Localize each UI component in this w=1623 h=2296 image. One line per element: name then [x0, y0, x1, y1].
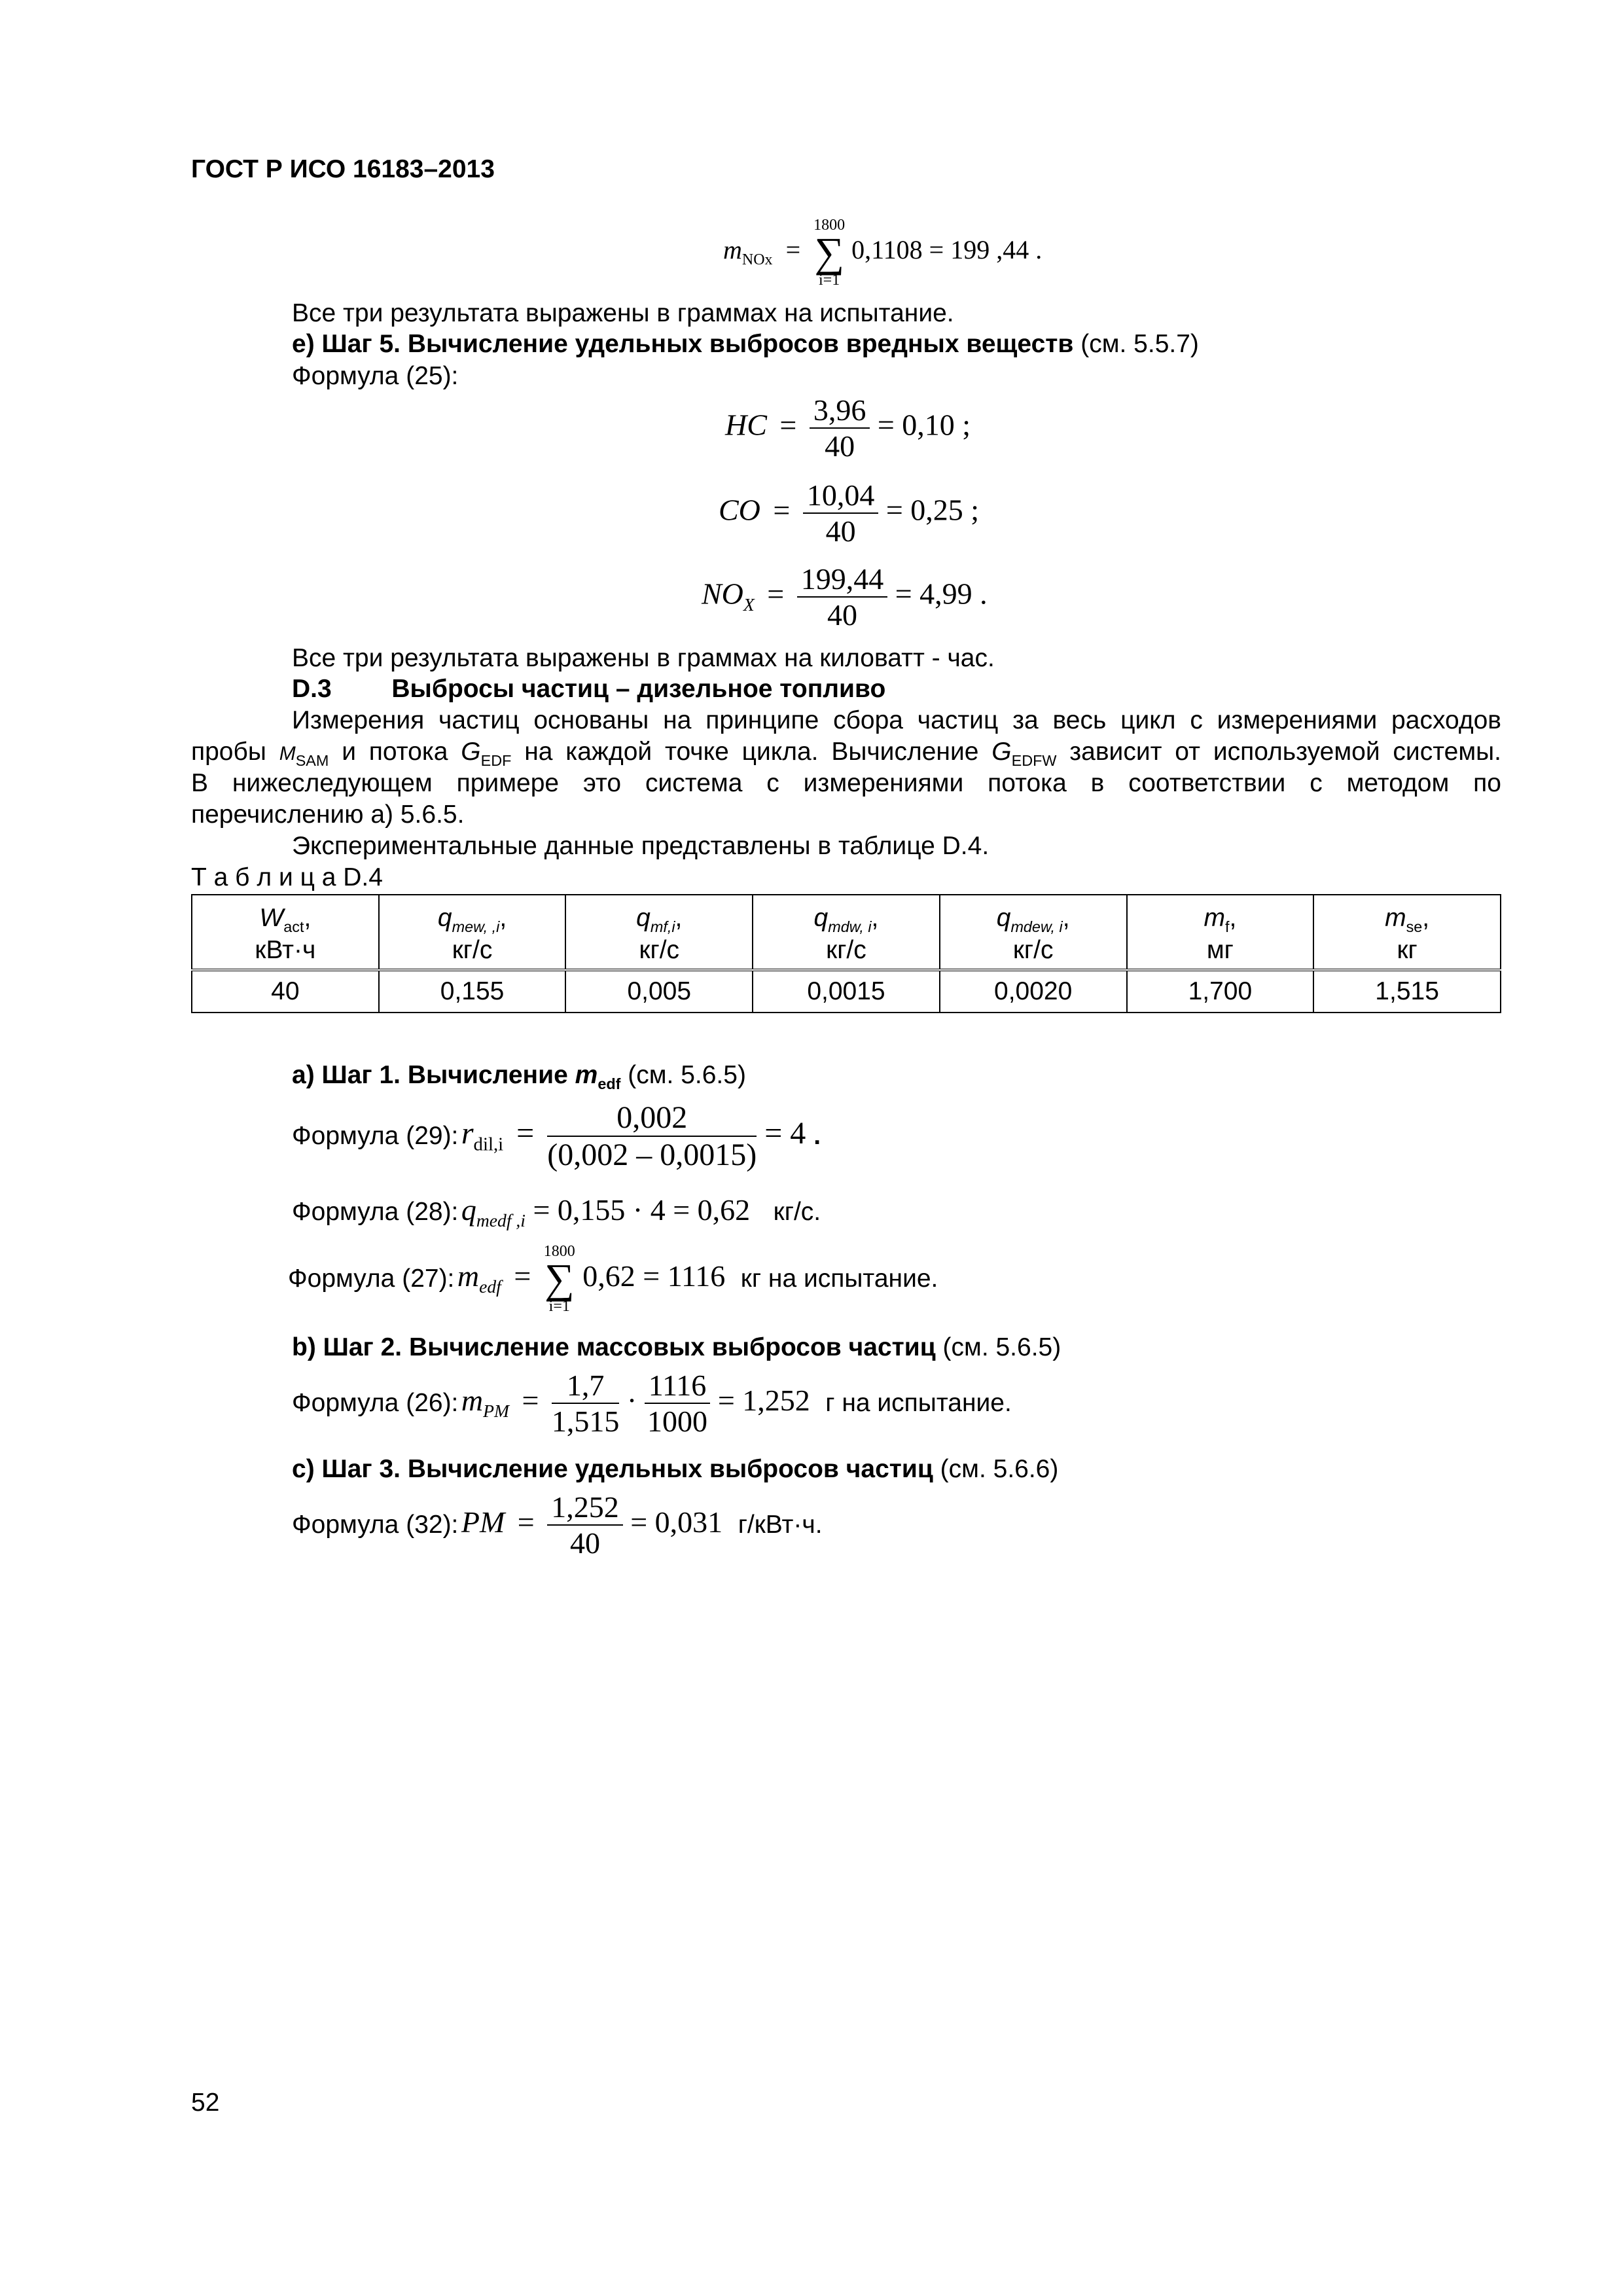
unit-cell: кВт·ч: [192, 936, 379, 970]
header-cell: $q_{mew, ,i}$,: [379, 895, 566, 936]
sum-sign: 1800 ∑ i=1: [543, 1243, 575, 1315]
denominator: 40: [569, 1526, 600, 1560]
text: зависит от используемой системы.: [1056, 738, 1502, 766]
numerator: 1,7: [552, 1368, 620, 1404]
eq-rhs: = 0,155 · 4 = 0,62: [533, 1193, 751, 1227]
paragraph-table-intro: Экспериментальные данные представлены в таблице D.4.: [292, 832, 990, 860]
numerator: 3,96: [810, 393, 870, 429]
eq-lhs: m: [723, 235, 742, 265]
data-cell: 0,155: [379, 970, 566, 1013]
fraction: [547, 1490, 623, 1560]
step2-heading: [292, 1333, 1061, 1363]
numerator: 199,44: [797, 562, 888, 598]
unit-cell: кг/с: [379, 936, 566, 970]
unit-cell: мг: [1127, 936, 1314, 970]
document-header: ГОСТ Р ИСО 16183–2013: [191, 155, 495, 183]
table-caption: Т а б л и ц а D.4: [191, 863, 383, 891]
table-d4: [191, 894, 1501, 1013]
eq-lhs: q: [461, 1193, 476, 1227]
eq-lhs: CO: [719, 493, 760, 527]
step3-title: c) Шаг 3. Вычисление удельных выбросов частиц: [292, 1455, 933, 1483]
unit-cell: кг/с: [753, 936, 940, 970]
unit-cell: кг: [1313, 936, 1501, 970]
eq-lhs: PM: [461, 1505, 505, 1539]
header-cell: $W_{act}$,: [192, 895, 379, 936]
unit: кг/с.: [773, 1198, 821, 1226]
equation-hc: HC = $\frac{3,96}{40}$ = 0,10 ;: [725, 393, 971, 463]
unit-cell: кг/с: [940, 936, 1127, 970]
paragraph-measurement-line4: перечислению а) 5.6.5.: [191, 800, 465, 829]
step5-title: е) Шаг 5. Вычисление удельных выбросов вредных веществ: [292, 330, 1074, 358]
paragraph-results-grams: Все три результата выражены в граммах на испытание.: [292, 299, 954, 327]
sum-lower-limit: i=1: [819, 272, 840, 289]
equation-co: CO = $\frac{10,04}{40}$ = 0,25 ;: [719, 478, 980, 548]
eq-lhs-sub: medf ,i: [476, 1210, 526, 1231]
step5-ref: (см. 5.5.7): [1073, 330, 1199, 358]
sum-upper-limit: 1800: [543, 1243, 575, 1260]
step3-ref: (см. 5.6.6): [933, 1455, 1059, 1483]
table-unit-row: [192, 936, 1501, 970]
formula-label: Формула (29):: [292, 1122, 459, 1150]
eq-rhs: = 0,031: [630, 1505, 723, 1539]
denominator: 40: [825, 514, 856, 548]
denominator: (0,002 – 0,0015): [547, 1138, 757, 1172]
eq-lhs-sub: dil,i: [473, 1134, 504, 1155]
equation-nox-sum: $m_{NOx}$ = 1800 ∑ i=1 0,1108 = 199 ,44 .: [723, 217, 1043, 289]
symbol-g: G: [461, 738, 481, 766]
paragraph-results-kwh: Все три результата выражены в граммах на киловатт - час.: [292, 644, 995, 672]
formula25-label: Формула (25):: [292, 362, 459, 390]
period: .: [813, 1122, 821, 1150]
header-cell: $q_{mdw, i}$,: [753, 895, 940, 936]
formula-label: Формула (27):: [288, 1265, 455, 1293]
fraction: [810, 393, 870, 463]
denominator: 1000: [647, 1405, 708, 1438]
denominator: 1,515: [551, 1405, 620, 1438]
section-number: D.3: [292, 675, 332, 703]
formula-26: Формула (26): $m_{PM}$ = $\frac{1,7}{1,515}$ · $\frac{1116}{1000}$ = 1,252 г на испытание.: [292, 1369, 1012, 1438]
unit: г на испытание.: [825, 1389, 1012, 1417]
fraction: [803, 478, 879, 548]
text: на каждой точке цикла. Вычисление: [511, 738, 992, 766]
unit-cell: кг/с: [565, 936, 753, 970]
section-d3-heading: [292, 674, 885, 704]
formula-29: Формула (29): $r_{dil,i}$ = $\frac{0,002}{(0,002 - 0,0015)}$ = 4 .: [292, 1100, 821, 1172]
eq-lhs-sub: edf: [479, 1276, 501, 1297]
formula-label: Формула (26):: [292, 1389, 459, 1417]
step2-title: b) Шаг 2. Вычисление массовых выбросов частиц: [292, 1333, 936, 1361]
numerator: 10,04: [803, 478, 879, 514]
step2-ref: (см. 5.6.5): [935, 1333, 1061, 1361]
header-cell: $q_{mf,i}$,: [565, 895, 753, 936]
eq-lhs-sub: PM: [483, 1400, 509, 1421]
symbol-sub: EDFW: [1011, 751, 1057, 769]
table-header-row: [192, 895, 1501, 936]
sum-upper-limit: 1800: [813, 217, 846, 234]
sum-sign: 1800 ∑ i=1: [813, 217, 846, 289]
step3-heading: [292, 1454, 1058, 1484]
formula-label: Формула (28):: [292, 1198, 459, 1226]
numerator: 0,002: [547, 1100, 757, 1137]
eq-lhs-sub: NOx: [741, 251, 773, 269]
eq-lhs: r: [461, 1116, 474, 1151]
data-cell: 0,0020: [940, 970, 1127, 1013]
denominator: 40: [825, 429, 855, 463]
step5-heading: [292, 329, 1199, 359]
header-cell: $q_{mdew, i}$,: [940, 895, 1127, 936]
step1-ref: (см. 5.6.5): [620, 1061, 746, 1089]
formula-27: Формула (27): $m_{edf}$ = 1800 ∑ i=1 0,62 = 1116 кг на испытание.: [288, 1243, 938, 1315]
text: и потока: [329, 738, 461, 766]
symbol-g: G: [991, 738, 1012, 766]
formula-28: [292, 1193, 821, 1231]
eq-rhs: 0,1108 = 199 ,44 .: [851, 235, 1043, 265]
header-cell: $m_f$,: [1127, 895, 1314, 936]
eq-lhs: m: [457, 1259, 480, 1293]
eq-lhs: NO: [702, 577, 743, 611]
header-cell: $m_{se}$,: [1313, 895, 1501, 936]
symbol-sub: SAM: [295, 751, 329, 769]
sum-lower-limit: i=1: [548, 1298, 570, 1315]
eq-rhs: = 4,99 .: [895, 577, 988, 611]
text: пробы: [191, 738, 279, 766]
formula-32: Формула (32): PM = $\frac{1,252}{40}$ = 0,031 г/кВт·ч.: [292, 1490, 823, 1560]
paragraph-measurement-line1: Измерения частиц основаны на принципе сбора частиц за весь цикл с измерениями расходов: [292, 706, 1501, 734]
section-title: Выбросы частиц – дизельное топливо: [391, 675, 886, 703]
eq-rhs: = 0,10 ;: [877, 408, 971, 442]
symbol-m: M: [279, 743, 296, 764]
eq-lhs: m: [461, 1383, 484, 1417]
eq-rhs: 0,62 = 1116: [582, 1259, 726, 1293]
table-row: [192, 970, 1501, 1013]
eq-lhs: HC: [725, 408, 767, 442]
data-cell: 40: [192, 970, 379, 1013]
fraction: [547, 1100, 757, 1173]
fraction: [552, 1368, 620, 1439]
numerator: 1,252: [547, 1490, 623, 1526]
formula-label: Формула (32):: [292, 1511, 459, 1539]
eq-lhs-sub: X: [743, 594, 755, 615]
step1-heading: [292, 1060, 746, 1099]
numerator: 1116: [645, 1368, 711, 1404]
data-cell: 0,0015: [753, 970, 940, 1013]
eq-rhs: = 0,25 ;: [885, 493, 980, 527]
fraction: [645, 1368, 711, 1439]
paragraph-measurement-line3: В нижеследующем примере это система с измерениями потока в соответствии с методом по: [191, 769, 1501, 797]
step1-title: а) Шаг 1. Вычисление: [292, 1061, 575, 1089]
denominator: 40: [827, 598, 857, 632]
symbol-sub: EDF: [480, 751, 512, 769]
eq-rhs: = 1,252: [717, 1383, 810, 1417]
symbol-sub: edf: [597, 1075, 621, 1092]
eq-rhs: = 4: [764, 1116, 806, 1151]
data-cell: 1,515: [1313, 970, 1501, 1013]
fraction: [797, 562, 888, 632]
page-number: 52: [191, 2089, 220, 2117]
unit: кг на испытание.: [740, 1265, 938, 1293]
equation-nox: $NO_X$ = $\frac{199,44}{40}$ = 4,99 .: [702, 562, 988, 632]
data-cell: 0,005: [565, 970, 753, 1013]
data-cell: 1,700: [1127, 970, 1314, 1013]
symbol-m: m: [575, 1061, 598, 1089]
unit: г/кВт·ч.: [738, 1511, 823, 1539]
